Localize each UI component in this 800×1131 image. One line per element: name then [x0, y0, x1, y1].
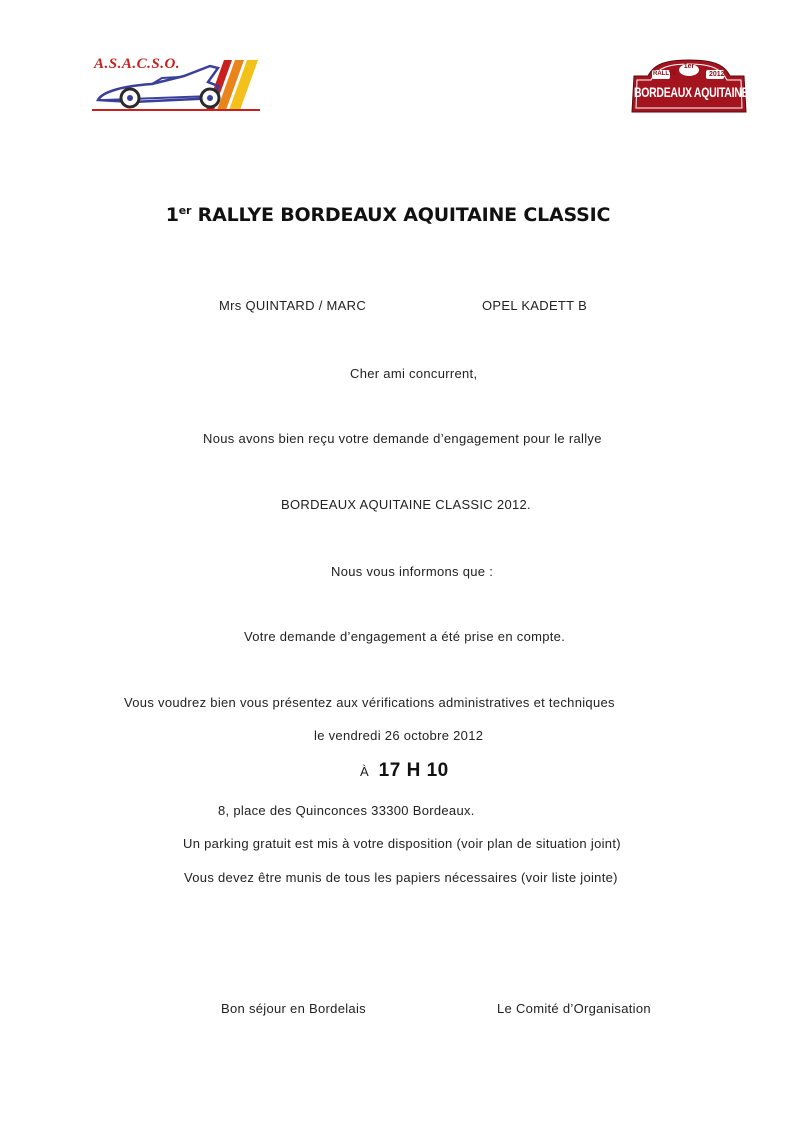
- title-number: 1: [165, 204, 179, 226]
- footer-farewell: Bon séjour en Bordelais: [221, 1001, 366, 1016]
- time-value: 17 H 10: [378, 760, 449, 781]
- verification-time: [360, 760, 449, 782]
- body-line-request: Nous avons bien reçu votre demande d’engagement pour le rallye: [203, 431, 602, 446]
- asacso-logo: [92, 56, 264, 116]
- parking-info: Un parking gratuit est mis à votre disposition (voir plan de situation joint): [183, 836, 621, 851]
- footer-signature: Le Comité d’Organisation: [497, 1001, 651, 1016]
- body-line-verifications: Vous voudrez bien vous présentez aux vérifications administratives et techniques: [124, 695, 615, 710]
- body-line-rally-name: BORDEAUX AQUITAINE CLASSIC 2012.: [281, 497, 531, 512]
- rally-plate-logo: [630, 58, 795, 114]
- title-superscript: er: [178, 204, 192, 217]
- verification-date: le vendredi 26 octobre 2012: [314, 728, 484, 743]
- crew-names: Mrs QUINTARD / MARC: [219, 298, 367, 313]
- rally-badge-edition: 1er: [683, 63, 695, 70]
- body-line-accepted: Votre demande d’engagement a été prise en compte.: [244, 629, 566, 644]
- address: 8, place des Quinconces 33300 Bordeaux.: [218, 803, 475, 818]
- greeting: Cher ami concurrent,: [350, 366, 478, 381]
- time-prefix: À: [360, 764, 369, 779]
- crew-car: OPEL KADETT B: [482, 298, 588, 313]
- rally-badge-rallye: RALLYE: [653, 71, 677, 77]
- rally-badge-main-text: BORDEAUX AQUITAINE CLASSIC: [634, 85, 795, 102]
- asacso-logo-text: A.S.A.C.S.O.: [94, 56, 181, 72]
- rally-badge-year: 2012: [709, 71, 725, 78]
- papers-info: Vous devez être munis de tous les papiers nécessaires (voir liste jointe): [184, 870, 618, 885]
- body-line-inform: Nous vous informons que :: [331, 564, 494, 579]
- document-title: [0, 204, 776, 226]
- title-text: RALLYE BORDEAUX AQUITAINE CLASSIC: [191, 204, 611, 226]
